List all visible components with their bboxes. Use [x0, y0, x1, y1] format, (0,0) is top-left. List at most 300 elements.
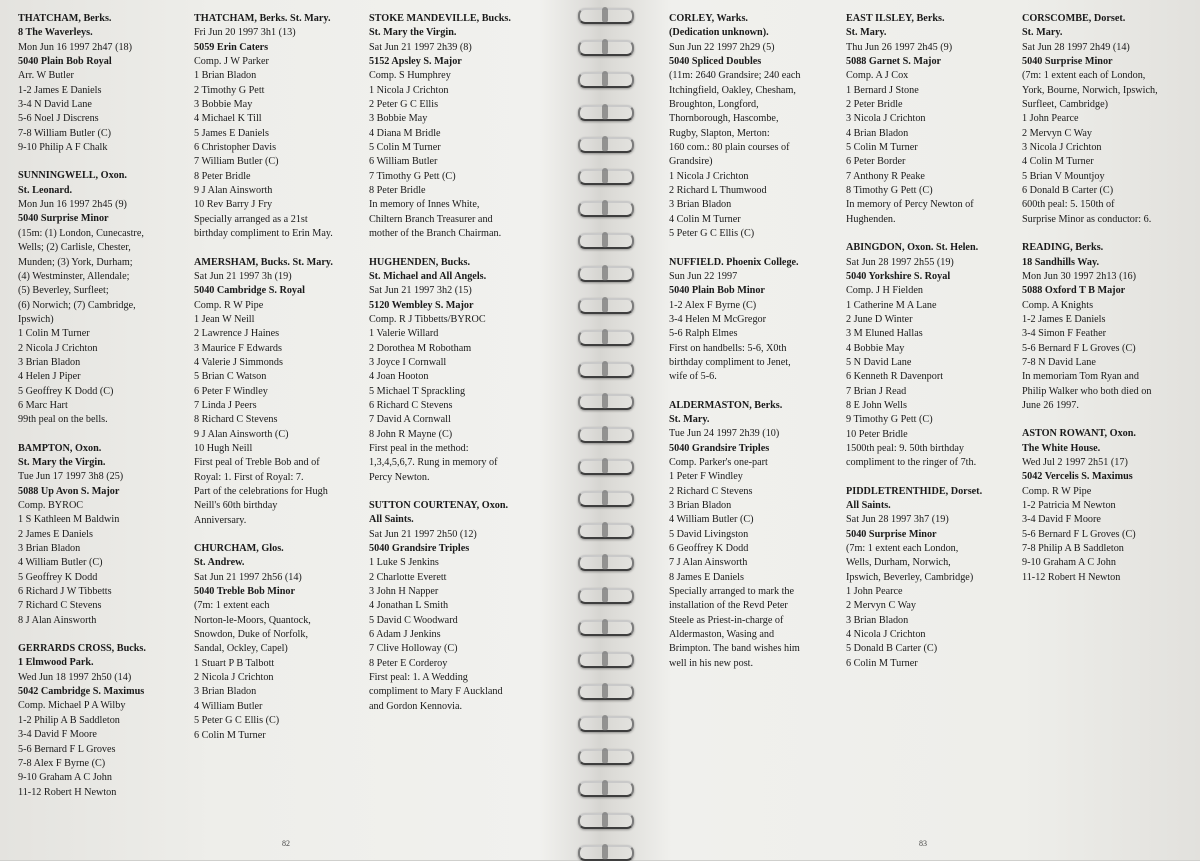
- peal-line: 5040 Plain Bob Minor: [669, 285, 765, 297]
- peal-line: 4 Valerie J Simmonds: [194, 356, 283, 368]
- peal-line: 7 Timothy G Pett (C): [369, 170, 456, 182]
- right-page: [625, 0, 1200, 860]
- peal-line: birthday compliment to Jenet,: [669, 356, 791, 368]
- peal-line: York, Bourne, Norwich, Ipswich,: [1022, 84, 1158, 96]
- peal-line: June 26 1997.: [1022, 399, 1079, 411]
- peal-line: 1 Jean W Neill: [194, 313, 255, 325]
- peal-line: Surfleet, Cambridge): [1022, 99, 1109, 111]
- peal-line: 1 John Pearce: [1022, 113, 1079, 125]
- peal-line: Comp. J H Fielden: [846, 285, 923, 297]
- peal-line: 4 Brian Bladon: [846, 127, 909, 139]
- peal-line: 5 Geoffrey K Dodd (C): [18, 385, 114, 397]
- peal-line: 6 Christopher Davis: [194, 142, 277, 154]
- peal-line: Percy Newton.: [369, 471, 430, 483]
- peal-line: 1-2 Patricia M Newton: [1022, 500, 1116, 511]
- peal-line: 5 David Livingston: [669, 528, 749, 540]
- peal-line: 3-4 David F Moore: [18, 729, 97, 741]
- peal-line: 4 Colin M Turner: [1022, 156, 1094, 168]
- right-page-number: 83: [919, 839, 927, 848]
- peal-line: 5 Brian V Mountjoy: [1022, 170, 1105, 182]
- peal-line: wife of 5-6.: [669, 371, 717, 383]
- peal-line: (11m: 2640 Grandsire; 240 each: [669, 70, 801, 82]
- peal-line: Royal: 1. First of Royal: 7.: [194, 471, 304, 483]
- peal-line: 3 Joyce I Cornwall: [369, 356, 447, 368]
- peal-heading: THATCHAM, Berks.: [18, 13, 112, 24]
- peal-entry: [18, 12, 186, 155]
- peal-line: 8 Peter E Corderoy: [369, 657, 448, 669]
- peal-line: 5040 Surprise Minor: [18, 213, 109, 225]
- peal-line: 7-8 William Butler (C): [18, 127, 112, 139]
- peal-line: 5 Colin M Turner: [369, 142, 441, 154]
- peal-entry: [846, 12, 1016, 227]
- peal-line: In memoriam Tom Ryan and: [1022, 371, 1139, 383]
- peal-line: 3 Brian Bladon: [669, 500, 732, 511]
- peal-line: 160 com.: 80 plain courses of: [669, 142, 790, 154]
- peal-line: Tue Jun 17 1997 3h8 (25): [18, 471, 124, 483]
- peal-line: 5042 Cambridge S. Maximus: [18, 686, 145, 698]
- peal-line: 3 Maurice F Edwards: [194, 342, 282, 354]
- peal-line: 9 J Alan Ainsworth: [194, 185, 273, 197]
- peal-line: birthday compliment to Erin May.: [194, 228, 333, 240]
- peal-line: 1 John Pearce: [846, 586, 903, 598]
- peal-line: 1,3,4,5,6,7. Rung in memory of: [369, 457, 498, 469]
- peal-line: Anniversary.: [194, 514, 247, 526]
- peal-line: Sat Jun 28 1997 2h49 (14): [1022, 41, 1130, 53]
- peal-entry: [1022, 241, 1192, 413]
- peal-line: St. Leonard.: [18, 184, 73, 196]
- peal-line: St. Mary.: [1022, 27, 1063, 39]
- peal-line: 5040 Grandsire Triples: [669, 442, 770, 454]
- peal-line: Norton-le-Moors, Quantock,: [194, 614, 311, 626]
- peal-line: 3 Nicola J Crichton: [1022, 142, 1102, 154]
- peal-line: 1 Bernard J Stone: [846, 84, 919, 96]
- peal-line: (7m: 1 extent each London,: [846, 543, 959, 555]
- peal-line: 5042 Vercelis S. Maximus: [1022, 471, 1133, 483]
- peal-line: Brimpton. The band wishes him: [669, 643, 800, 655]
- peal-line: 4 Bobbie May: [846, 342, 905, 354]
- peal-line: 7-8 Alex F Byrne (C): [18, 757, 106, 769]
- peal-line: 5 Geoffrey K Dodd: [18, 571, 98, 583]
- peal-line: 4 Helen J Piper: [18, 371, 81, 383]
- peal-line: 8 John R Mayne (C): [369, 428, 453, 440]
- peal-line: Chiltern Branch Treasurer and: [369, 213, 493, 225]
- peal-line: Wells, Durham, Norwich,: [846, 557, 951, 569]
- peal-heading: THATCHAM, Berks. St. Mary.: [194, 13, 331, 24]
- peal-heading: READING, Berks.: [1022, 242, 1104, 254]
- peal-line: 1 Luke S Jenkins: [369, 557, 439, 569]
- peal-line: 6 Marc Hart: [18, 399, 68, 411]
- peal-line: 3-4 Helen M McGregor: [669, 313, 767, 325]
- peal-line: 5 Peter G C Ellis (C): [669, 228, 755, 240]
- peal-line: 6 Adam J Jenkins: [369, 629, 441, 641]
- peal-line: 3 Brian Bladon: [846, 614, 909, 626]
- peal-line: First peal in the method:: [369, 442, 469, 454]
- peal-line: 8 James E Daniels: [669, 571, 744, 583]
- peal-line: St. Mary.: [846, 27, 887, 39]
- peal-heading: HUGHENDEN, Bucks.: [369, 256, 471, 268]
- peal-line: 9 J Alan Ainsworth (C): [194, 428, 289, 440]
- peal-heading: STOKE MANDEVILLE, Bucks.: [369, 13, 511, 24]
- peal-line: compliment to Mary F Auckland: [369, 686, 503, 698]
- peal-line: Steele as Priest-in-charge of: [669, 614, 784, 626]
- peal-line: 2 June D Winter: [846, 313, 913, 325]
- peal-entry: [18, 642, 186, 800]
- peal-line: Sat Jun 21 1997 2h56 (14): [194, 571, 302, 583]
- peal-line: 9-10 Philip A F Chalk: [18, 142, 108, 154]
- peal-line: 2 Peter Bridle: [846, 99, 903, 111]
- peal-line: 5040 Yorkshire S. Royal: [846, 270, 951, 282]
- peal-line: Arr. W Butler: [18, 70, 74, 82]
- peal-line: 6 Richard C Stevens: [369, 399, 453, 411]
- peal-line: Sun Jun 22 1997 2h29 (5): [669, 41, 775, 53]
- peal-line: The White House.: [1022, 442, 1101, 454]
- peal-entry: [1022, 12, 1192, 227]
- peal-line: 6 Kenneth R Davenport: [846, 371, 944, 383]
- peal-line: Sun Jun 22 1997: [669, 270, 738, 282]
- peal-line: 1 Peter F Windley: [669, 471, 743, 483]
- peal-line: 3 M Eluned Hallas: [846, 328, 923, 340]
- peal-line: Comp. BYROC: [18, 500, 84, 511]
- peal-entry: [369, 499, 539, 714]
- peal-line: 99th peal on the bells.: [18, 414, 108, 426]
- peal-line: 1 Brian Bladon: [194, 70, 257, 82]
- peal-heading: NUFFIELD. Phoenix College.: [669, 256, 799, 268]
- peal-entry: [18, 442, 186, 628]
- peal-line: 4 Joan Hooton: [369, 371, 429, 383]
- peal-line: 8 J Alan Ainsworth: [18, 614, 97, 626]
- peal-line: St. Mary the Virgin.: [369, 27, 457, 39]
- peal-line: 7 William Butler (C): [194, 156, 279, 168]
- left-column-3: [369, 12, 539, 728]
- peal-line: 8 The Waverleys.: [18, 27, 93, 39]
- peal-line: Comp. R W Pipe: [1022, 485, 1092, 497]
- peal-line: 7 J Alan Ainsworth: [669, 557, 748, 569]
- peal-entry: [369, 256, 539, 486]
- peal-line: Itchingfield, Oakley, Chesham,: [669, 84, 796, 96]
- peal-line: Sandal, Ockley, Capel): [194, 643, 288, 655]
- peal-line: Comp. Parker's one-part: [669, 456, 768, 468]
- peal-line: 5059 Erin Caters: [194, 41, 269, 53]
- peal-line: 3 John H Napper: [369, 586, 439, 598]
- peal-line: 5088 Garnet S. Major: [846, 56, 942, 68]
- peal-line: 6 Geoffrey K Dodd: [669, 543, 749, 555]
- left-column-1: [18, 12, 186, 814]
- peal-line: 5088 Up Avon S. Major: [18, 485, 120, 497]
- peal-line: All Saints.: [369, 514, 414, 526]
- peal-line: 6 Richard J W Tibbetts: [18, 586, 112, 598]
- peal-line: Comp. J W Parker: [194, 56, 269, 68]
- peal-line: First peal: 1. A Wedding: [369, 672, 468, 684]
- peal-heading: CHURCHAM, Glos.: [194, 543, 284, 555]
- peal-line: 1-2 Philip A B Saddleton: [18, 714, 120, 726]
- peal-line: 7 Anthony R Peake: [846, 170, 925, 182]
- peal-line: 3-4 N David Lane: [18, 99, 92, 111]
- peal-line: Wells; (2) Carlisle, Chester,: [18, 242, 131, 254]
- peal-entry: [194, 12, 362, 242]
- peal-line: 1 Stuart P B Talbott: [194, 657, 275, 669]
- peal-heading: SUNNINGWELL, Oxon.: [18, 170, 127, 182]
- peal-line: 2 James E Daniels: [18, 528, 93, 540]
- peal-line: Ipswich): [18, 313, 54, 325]
- peal-line: 5 David C Woodward: [369, 614, 458, 626]
- peal-line: Neill's 60th birthday: [194, 500, 278, 512]
- peal-line: Comp. Michael P A Wilby: [18, 700, 126, 712]
- peal-line: 1-2 James E Daniels: [1022, 313, 1106, 325]
- peal-line: First on handbells: 5-6, X0th: [669, 342, 787, 354]
- peal-line: Wed Jun 18 1997 2h50 (14): [18, 671, 132, 683]
- peal-entry: [846, 485, 1016, 671]
- peal-entry: [1022, 427, 1192, 585]
- peal-line: 3 Bobbie May: [194, 99, 253, 111]
- peal-line: 4 Diana M Bridle: [369, 127, 441, 139]
- peal-heading: CORLEY, Warks.: [669, 13, 748, 24]
- peal-line: Mon Jun 16 1997 2h47 (18): [18, 41, 133, 53]
- peal-entry: [669, 256, 837, 385]
- peal-line: Fri Jun 20 1997 3h1 (13): [194, 27, 296, 39]
- peal-line: 6 Donald B Carter (C): [1022, 185, 1114, 197]
- right-column-3: [1022, 12, 1192, 599]
- peal-line: 3 Brian Bladon: [194, 686, 257, 698]
- peal-heading: ALDERMASTON, Berks.: [669, 399, 783, 411]
- peal-heading: ABINGDON, Oxon. St. Helen.: [846, 242, 979, 254]
- peal-line: Grandsire): [669, 156, 713, 168]
- peal-line: 4 Nicola J Crichton: [846, 629, 926, 641]
- peal-line: Sat Jun 21 1997 3h2 (15): [369, 285, 472, 297]
- peal-line: 6 Colin M Turner: [194, 729, 266, 741]
- peal-line: 1 Elmwood Park.: [18, 657, 94, 669]
- peal-line: All Saints.: [846, 500, 891, 511]
- peal-line: Thornborough, Hascombe,: [669, 113, 779, 125]
- peal-line: 5040 Treble Bob Minor: [194, 586, 296, 598]
- peal-line: well in his new post.: [669, 657, 754, 669]
- peal-line: installation of the Revd Peter: [669, 600, 788, 612]
- peal-line: 7-8 Philip A B Saddleton: [1022, 543, 1124, 555]
- peal-line: 1-2 Alex F Byrne (C): [669, 299, 757, 311]
- peal-line: Philip Walker who both died on: [1022, 385, 1152, 397]
- peal-line: 4 William Butler (C): [669, 514, 754, 526]
- peal-line: 2 Nicola J Crichton: [18, 342, 98, 354]
- peal-line: Sat Jun 28 1997 3h7 (19): [846, 514, 949, 526]
- peal-line: Aldermaston, Wasing and: [669, 629, 775, 641]
- peal-line: 7-8 N David Lane: [1022, 356, 1096, 368]
- peal-line: 5-6 Noel J Discrens: [18, 113, 99, 125]
- peal-line: 5120 Wembley S. Major: [369, 299, 474, 311]
- peal-line: 5 Colin M Turner: [846, 142, 918, 154]
- peal-line: 4 William Butler: [194, 700, 263, 712]
- peal-line: Thu Jun 26 1997 2h45 (9): [846, 41, 953, 53]
- peal-line: Broughton, Longford,: [669, 99, 759, 111]
- peal-line: 1 Catherine M A Lane: [846, 299, 937, 311]
- peal-line: 8 Timothy G Pett (C): [846, 185, 933, 197]
- peal-line: Sat Jun 21 1997 3h (19): [194, 270, 292, 282]
- peal-line: 5040 Surprise Minor: [1022, 56, 1113, 68]
- peal-heading: SUTTON COURTENAY, Oxon.: [369, 500, 509, 511]
- peal-line: 2 Mervyn C Way: [846, 600, 917, 612]
- peal-line: 5152 Apsley S. Major: [369, 56, 462, 68]
- peal-line: 6 Colin M Turner: [846, 657, 918, 669]
- peal-line: 5040 Plain Bob Royal: [18, 56, 112, 68]
- peal-line: Wed Jul 2 1997 2h51 (17): [1022, 456, 1128, 468]
- peal-line: Snowdon, Duke of Norfolk,: [194, 629, 309, 641]
- peal-line: 1 Colin M Turner: [18, 328, 90, 340]
- peal-line: 3 Nicola J Crichton: [846, 113, 926, 125]
- peal-line: Tue Jun 24 1997 2h39 (10): [669, 428, 780, 440]
- left-page-number: 82: [282, 839, 290, 848]
- peal-line: Comp. S Humphrey: [369, 70, 451, 82]
- peal-line: Ipswich, Beverley, Cambridge): [846, 571, 974, 583]
- peal-line: 2 Richard C Stevens: [669, 485, 753, 497]
- peal-line: St. Andrew.: [194, 557, 245, 569]
- peal-line: In memory of Innes White,: [369, 199, 480, 211]
- peal-line: 5 Donald B Carter (C): [846, 643, 938, 655]
- peal-line: 3 Brian Bladon: [18, 356, 81, 368]
- peal-line: 1 Valerie Willard: [369, 328, 439, 340]
- peal-entry: [369, 12, 539, 242]
- peal-line: 8 Richard C Stevens: [194, 414, 278, 426]
- peal-heading: CORSCOMBE, Dorset.: [1022, 13, 1126, 24]
- peal-line: 5 Michael T Sprackling: [369, 385, 466, 397]
- peal-line: (Dedication unknown).: [669, 27, 769, 39]
- peal-line: (4) Westminster, Allendale;: [18, 270, 130, 282]
- peal-line: 7 David A Cornwall: [369, 414, 451, 426]
- peal-line: 5 James E Daniels: [194, 127, 269, 139]
- peal-line: compliment to the ringer of 7th.: [846, 457, 977, 469]
- peal-line: 5040 Spliced Doubles: [669, 56, 762, 68]
- peal-line: 2 Richard L Thumwood: [669, 185, 767, 197]
- peal-line: First peal of Treble Bob and of: [194, 457, 320, 469]
- peal-line: 10 Peter Bridle: [846, 428, 908, 440]
- peal-line: 2 Nicola J Crichton: [194, 672, 274, 684]
- right-column-1: [669, 12, 837, 685]
- peal-line: Surprise Minor as conductor: 6.: [1022, 213, 1152, 225]
- peal-line: 1-2 James E Daniels: [18, 84, 102, 96]
- peal-line: 4 Michael K Till: [194, 113, 262, 125]
- peal-line: 5-6 Ralph Elmes: [669, 328, 738, 340]
- peal-heading: GERRARDS CROSS, Bucks.: [18, 643, 146, 655]
- peal-line: (7m: 1 extent each: [194, 600, 270, 612]
- peal-line: 2 Mervyn C Way: [1022, 127, 1093, 139]
- peal-entry: [194, 542, 362, 743]
- peal-line: 4 Colin M Turner: [669, 213, 741, 225]
- peal-line: 9-10 Graham A C John: [18, 772, 112, 784]
- peal-line: 1500th peal: 9. 50th birthday: [846, 442, 964, 454]
- left-column-2: [194, 12, 362, 757]
- peal-line: 2 Timothy G Pett: [194, 84, 265, 96]
- peal-heading: PIDDLETRENTHIDE, Dorset.: [846, 485, 983, 497]
- peal-line: Specially arranged as a 21st: [194, 213, 308, 225]
- peal-line: 5088 Oxford T B Major: [1022, 285, 1126, 297]
- peal-line: (15m: (1) London, Cunecastre,: [18, 227, 144, 239]
- peal-line: 5040 Grandsire Triples: [369, 543, 470, 555]
- peal-line: 7 Brian J Read: [846, 385, 907, 397]
- peal-heading: EAST ILSLEY, Berks.: [846, 13, 945, 24]
- peal-line: 600th peal: 5. 150th of: [1022, 199, 1115, 211]
- peal-line: Sat Jun 21 1997 2h39 (8): [369, 41, 472, 53]
- peal-line: (5) Beverley, Surfleet;: [18, 285, 109, 297]
- peal-heading: BAMPTON, Oxon.: [18, 442, 102, 454]
- peal-line: 6 Peter Border: [846, 156, 906, 168]
- peal-line: 7 Linda J Peers: [194, 399, 257, 411]
- peal-line: Rugby, Slapton, Merton:: [669, 127, 770, 139]
- peal-line: (6) Norwich; (7) Cambridge,: [18, 299, 136, 311]
- peal-line: 8 Peter Bridle: [194, 170, 251, 182]
- peal-line: 1 Nicola J Crichton: [669, 170, 749, 182]
- peal-line: 3 Bobbie May: [369, 113, 428, 125]
- peal-line: Munden; (3) York, Durham;: [18, 256, 133, 268]
- peal-line: Specially arranged to mark the: [669, 586, 795, 598]
- peal-line: 11-12 Robert H Newton: [1022, 571, 1121, 583]
- peal-line: 3-4 Simon F Feather: [1022, 328, 1107, 340]
- peal-line: St. Michael and All Angels.: [369, 270, 487, 282]
- peal-heading: AMERSHAM, Bucks. St. Mary.: [194, 256, 333, 268]
- peal-line: 18 Sandhills Way.: [1022, 256, 1100, 268]
- peal-line: 2 Dorothea M Robotham: [369, 342, 472, 354]
- peal-line: Sat Jun 21 1997 2h50 (12): [369, 528, 477, 540]
- peal-line: Part of the celebrations for Hugh: [194, 486, 328, 497]
- peal-line: St. Mary.: [669, 413, 710, 425]
- peal-entry: [669, 399, 837, 672]
- peal-line: 8 E John Wells: [846, 399, 907, 411]
- peal-line: 11-12 Robert H Newton: [18, 786, 117, 798]
- peal-line: Comp. R W Pipe: [194, 299, 264, 311]
- peal-line: In memory of Percy Newton of: [846, 199, 974, 211]
- peal-entry: [846, 241, 1016, 471]
- peal-line: 7 Richard C Stevens: [18, 600, 102, 612]
- peal-line: 4 William Butler (C): [18, 557, 103, 569]
- peal-line: (7m: 1 extent each of London,: [1022, 70, 1146, 82]
- peal-line: mother of the Branch Chairman.: [369, 228, 502, 240]
- peal-line: 6 William Butler: [369, 156, 438, 168]
- peal-line: 5-6 Bernard F L Groves (C): [1022, 528, 1136, 540]
- peal-line: Comp. R J Tibbetts/BYROC: [369, 313, 486, 325]
- peal-line: 1 Nicola J Crichton: [369, 84, 449, 96]
- left-page: [0, 0, 575, 860]
- peal-line: 9 Timothy G Pett (C): [846, 414, 933, 426]
- peal-entry: [18, 169, 186, 427]
- peal-line: 9-10 Graham A C John: [1022, 557, 1116, 569]
- peal-line: 3 Brian Bladon: [669, 199, 732, 211]
- peal-line: 6 Peter F Windley: [194, 385, 268, 397]
- peal-line: 1 S Kathleen M Baldwin: [18, 514, 120, 526]
- peal-line: 10 Rev Barry J Fry: [194, 199, 273, 211]
- peal-line: 5 N David Lane: [846, 356, 912, 368]
- peal-line: 2 Peter G C Ellis: [369, 99, 439, 111]
- peal-line: and Gordon Kennovia.: [369, 700, 463, 712]
- peal-line: 4 Jonathan L Smith: [369, 600, 449, 612]
- peal-line: 3-4 David F Moore: [1022, 514, 1101, 526]
- peal-entry: [194, 256, 362, 529]
- peal-line: 3 Brian Bladon: [18, 543, 81, 555]
- peal-line: Mon Jun 30 1997 2h13 (16): [1022, 270, 1137, 282]
- peal-entry: [669, 12, 837, 242]
- peal-line: 7 Clive Holloway (C): [369, 643, 458, 655]
- peal-line: 10 Hugh Neill: [194, 442, 253, 454]
- peal-line: 5040 Cambridge S. Royal: [194, 285, 305, 297]
- peal-line: 2 Lawrence J Haines: [194, 328, 280, 340]
- peal-line: Mon Jun 16 1997 2h45 (9): [18, 199, 127, 211]
- right-column-2: [846, 12, 1016, 685]
- peal-line: Hughenden.: [846, 213, 896, 225]
- peal-line: 5-6 Bernard F L Groves (C): [1022, 342, 1136, 354]
- peal-line: 5 Brian C Watson: [194, 371, 267, 383]
- peal-line: 5040 Surprise Minor: [846, 528, 937, 540]
- peal-line: 5 Peter G C Ellis (C): [194, 715, 280, 727]
- peal-line: 5-6 Bernard F L Groves: [18, 743, 116, 755]
- peal-heading: ASTON ROWANT, Oxon.: [1022, 428, 1136, 440]
- peal-line: St. Mary the Virgin.: [18, 456, 106, 468]
- peal-line: Comp. A Knights: [1022, 299, 1094, 311]
- peal-line: Comp. A J Cox: [846, 70, 909, 82]
